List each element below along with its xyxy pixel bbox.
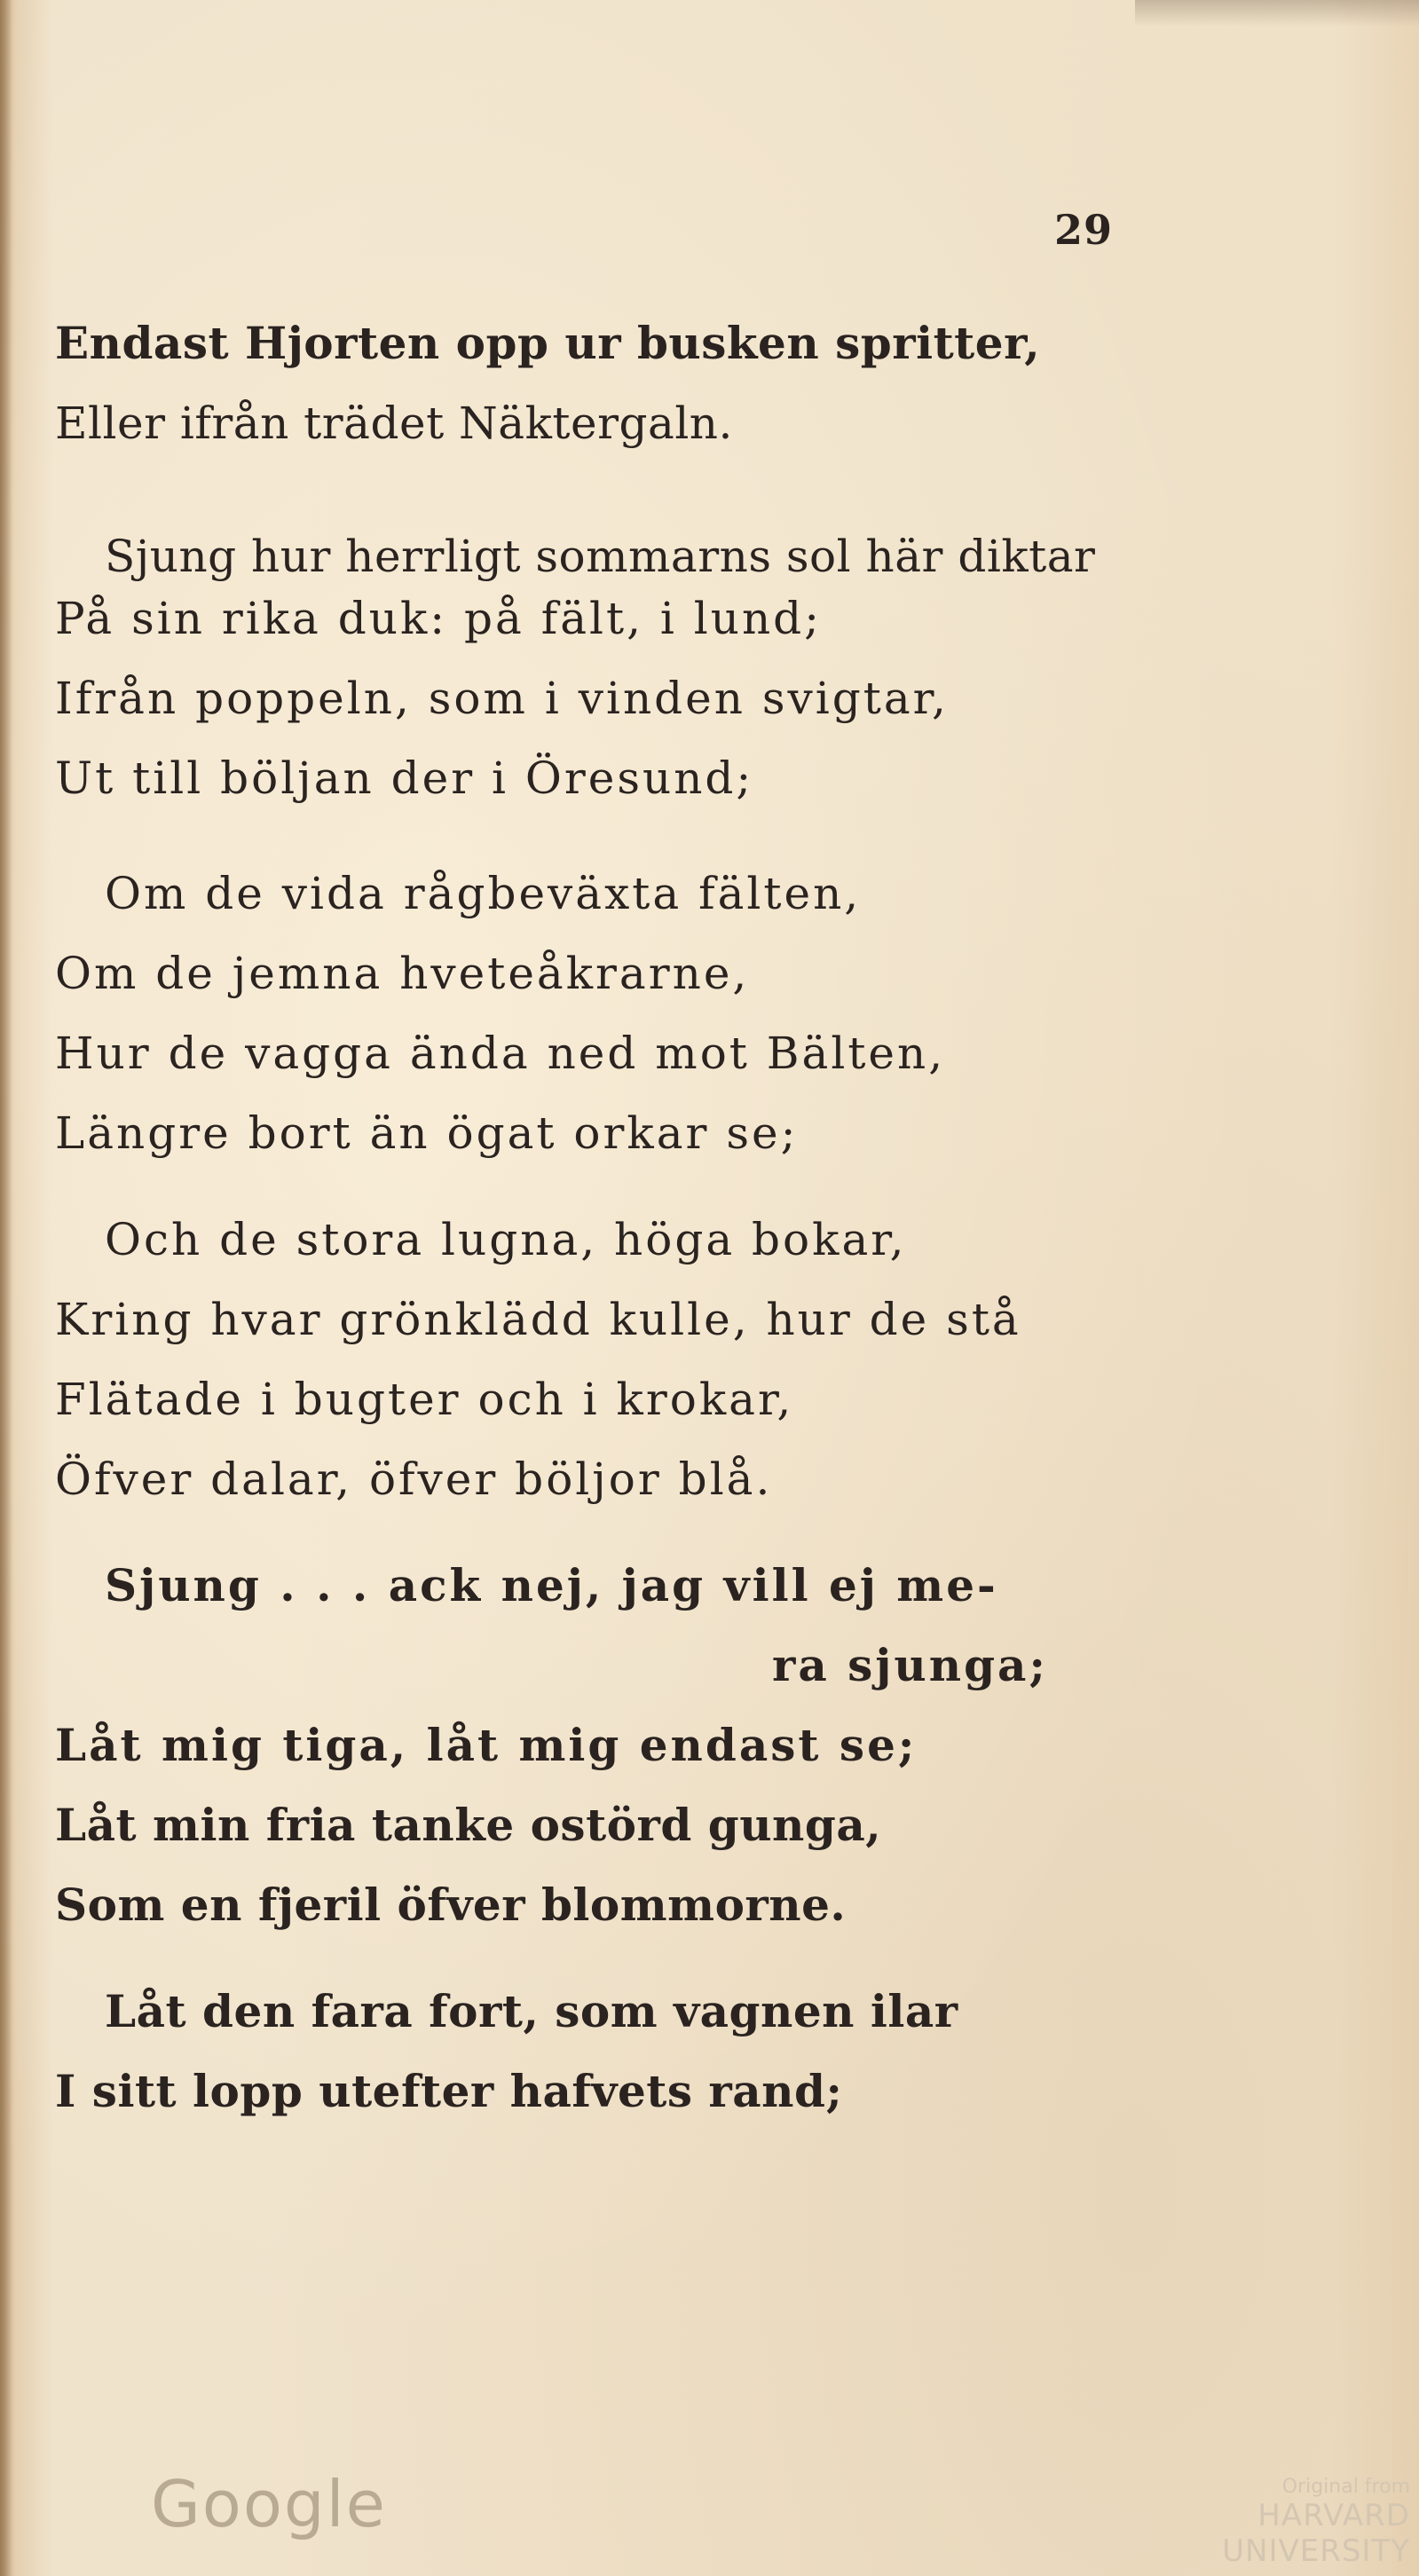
verse-line: Låt min fria tanke ostörd gunga, <box>55 1799 882 1851</box>
binding-shadow <box>0 0 12 2576</box>
verse-line: Flätade i bugter och i krokar, <box>55 1374 794 1425</box>
library-watermark <box>1171 2476 1410 2569</box>
verse-line: I sitt lopp utefter hafvets rand; <box>55 2065 843 2117</box>
verse-line: Låt den fara fort, som vagnen ilar <box>105 1985 958 2037</box>
page-number: 29 <box>1054 206 1114 254</box>
verse-line: Sjung . . . ack nej, jag vill ej me- <box>105 1559 998 1611</box>
verse-line-continuation: ra sjunga; <box>772 1639 1048 1691</box>
verse-line: Ut till böljan der i Öresund; <box>55 752 754 804</box>
verse-line: Ifrån poppeln, som i vinden svigtar, <box>55 673 949 724</box>
verse-line: Längre bort än ögat orkar se; <box>55 1107 799 1159</box>
verse-line: Sjung hur herrligt sommarns sol här diktar <box>105 531 1096 582</box>
verse-line: Låt mig tiga, låt mig endast se; <box>55 1719 918 1771</box>
verse-line: Om de vida rågbeväxta fälten, <box>105 868 862 919</box>
verse-line: Öfver dalar, öfver böljor blå. <box>55 1453 773 1505</box>
verse-line: Hur de vagga ända ned mot Bälten, <box>55 1028 946 1079</box>
verse-line: Kring hvar grönklädd kulle, hur de stå <box>55 1294 1021 1345</box>
verse-line: På sin rika duk: på fält, i lund; <box>55 593 823 644</box>
page-edge-shadow <box>1135 0 1419 27</box>
watermark-source-name: HARVARD UNIVERSITY <box>1222 2498 1410 2569</box>
google-watermark: Google <box>151 2467 387 2541</box>
verse-line: Och de stora lugna, höga bokar, <box>105 1214 907 1265</box>
watermark-source-label: Original from <box>1281 2476 1410 2498</box>
verse-line: Som en fjeril öfver blommorne. <box>55 1879 847 1931</box>
verse-line: Eller ifrån trädet Näktergaln. <box>55 398 733 449</box>
verse-line: Endast Hjorten opp ur busken spritter, <box>55 317 1041 369</box>
verse-line: Om de jemna hveteåkrarne, <box>55 948 750 999</box>
